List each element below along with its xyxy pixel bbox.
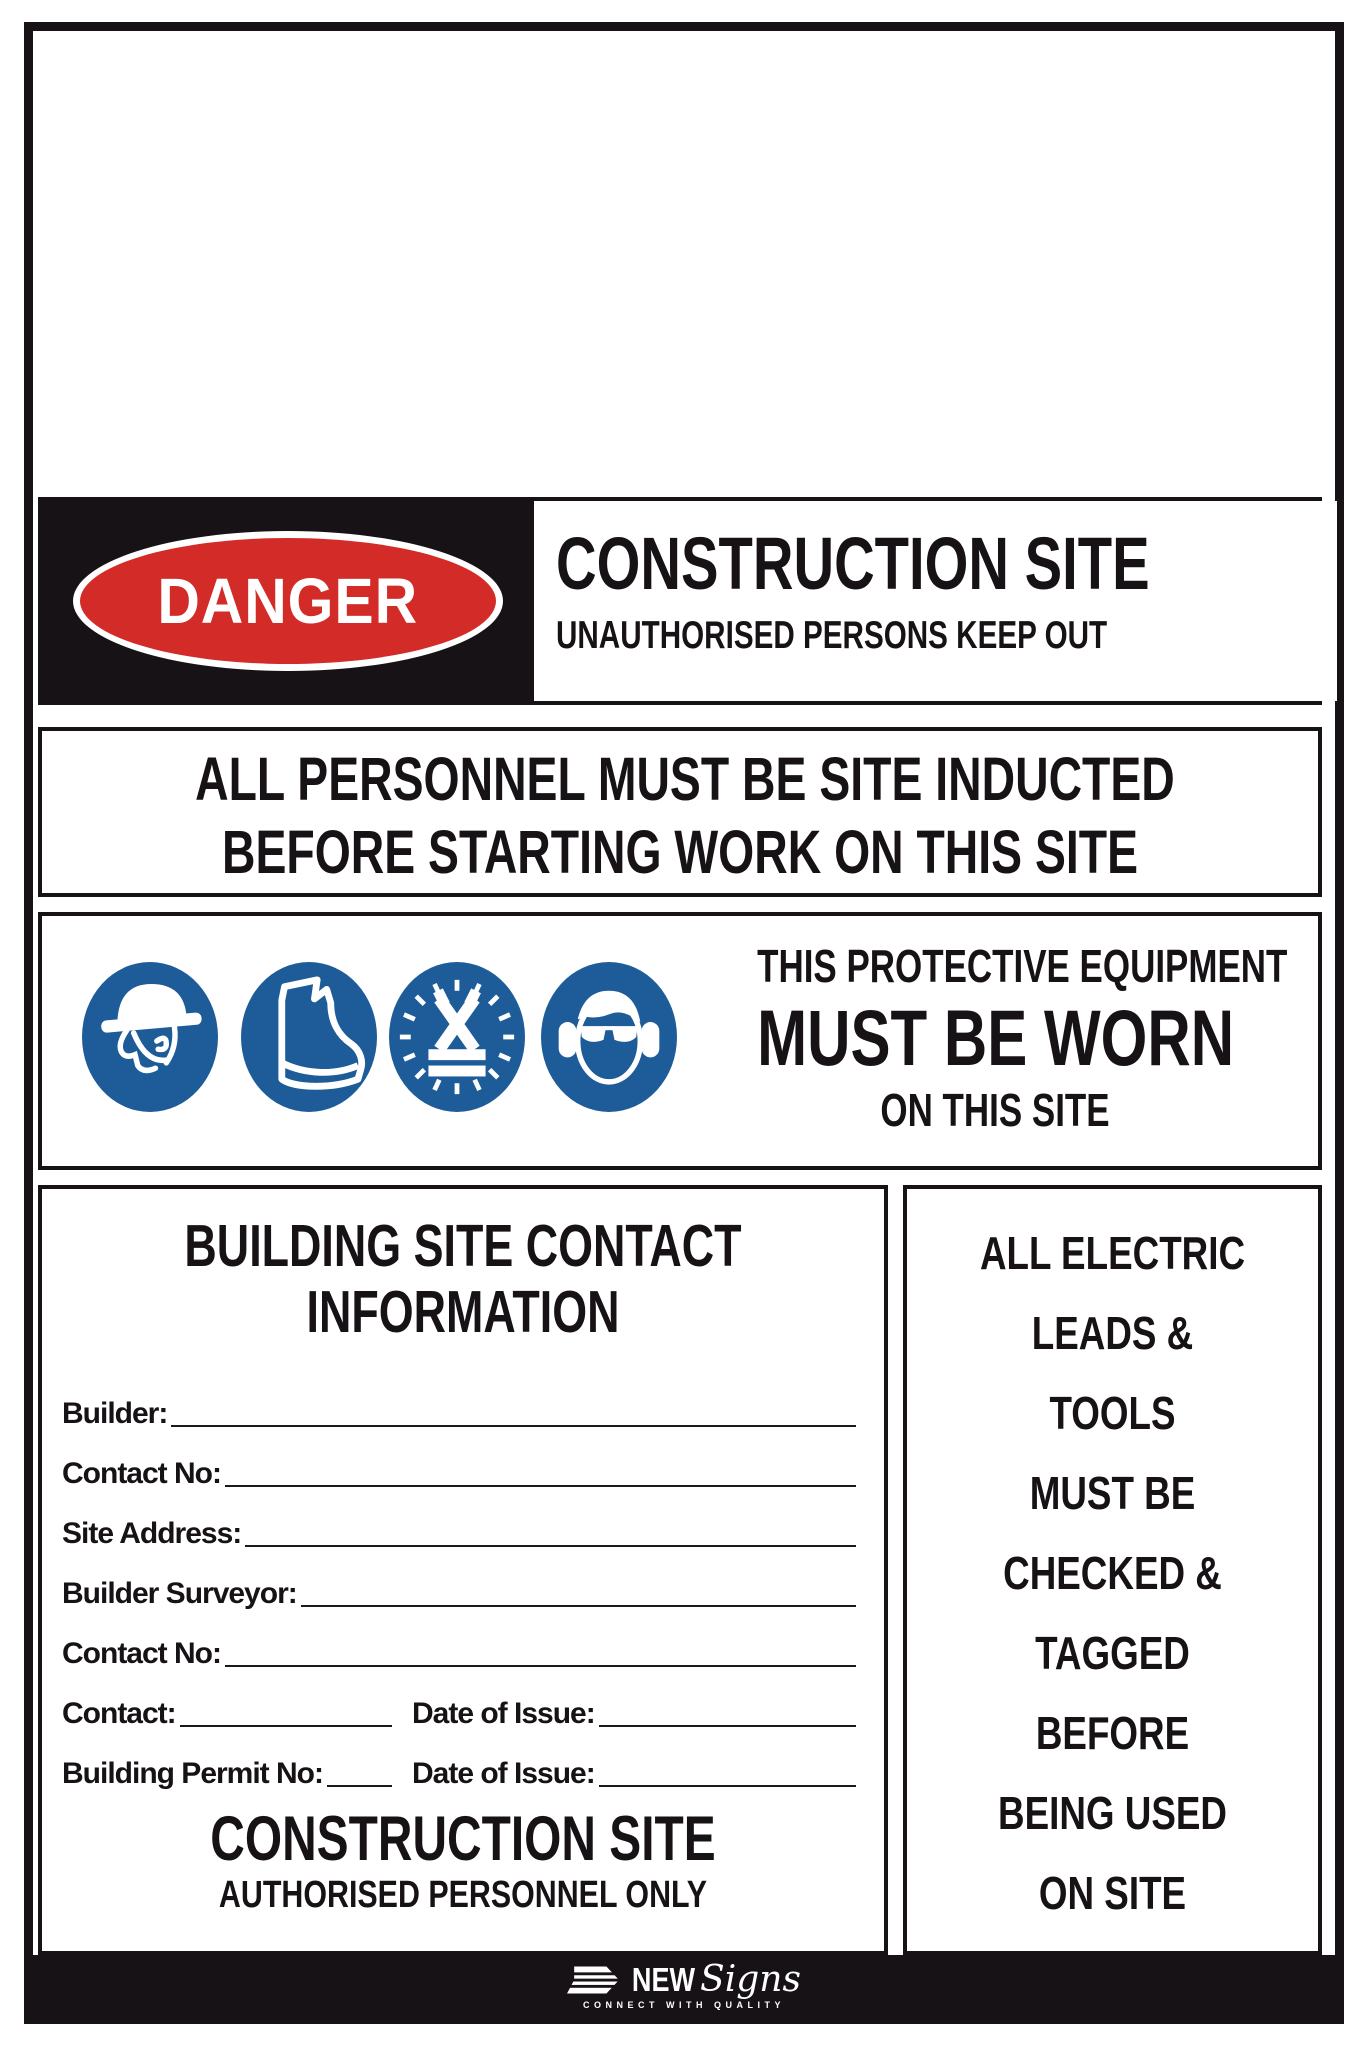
brand-signs-text: Signs <box>700 1958 801 2000</box>
date-of-issue-2-label: Date of Issue: <box>412 1757 595 1790</box>
building-permit-blank-line <box>327 1785 392 1787</box>
builder-surveyor-blank-line <box>301 1605 856 1607</box>
ppe-line-3: ON THIS SITE <box>880 1084 1110 1136</box>
site-address-row <box>62 1491 856 1551</box>
construction-site-title: CONSTRUCTION SITE <box>556 522 1150 605</box>
contact-no-2-blank-line <box>225 1665 856 1667</box>
contact-no-label: Contact No: <box>62 1457 221 1490</box>
contact-no-row <box>62 1431 856 1491</box>
electric-tools-panel <box>903 1185 1322 1955</box>
construction-site-footer: CONSTRUCTION SITE <box>210 1804 716 1874</box>
site-address-blank-line <box>245 1545 856 1547</box>
builder-surveyor-label: Builder Surveyor: <box>62 1577 297 1610</box>
contact-title-line-1: BUILDING SITE CONTACT <box>184 1213 742 1279</box>
builder-blank-line <box>171 1425 856 1427</box>
electric-line-9: ON SITE <box>1038 1867 1187 1919</box>
ppe-line-1: THIS PROTECTIVE EQUIPMENT <box>757 940 1288 992</box>
induction-panel <box>38 727 1322 897</box>
builder-label: Builder: <box>62 1397 168 1430</box>
danger-header-panel <box>38 497 1322 705</box>
contact-date-row <box>62 1671 856 1731</box>
contact-footer <box>42 1805 884 1917</box>
date-of-issue-label: Date of Issue: <box>412 1697 595 1730</box>
induction-line-1: ALL PERSONNEL MUST BE SITE INDUCTED <box>195 745 1175 813</box>
hard-hat-icon <box>82 962 218 1112</box>
contact-info-panel <box>38 1185 888 1955</box>
ear-protection-icon <box>541 962 677 1112</box>
contact-no-blank-line <box>225 1485 856 1487</box>
newsigns-logo <box>567 1958 801 2010</box>
brand-new-text: NEW <box>631 1960 696 1998</box>
electric-line-6: TAGGED <box>1035 1627 1190 1679</box>
induction-line-2: BEFORE STARTING WORK ON THIS SITE <box>221 818 1139 886</box>
building-permit-label: Building Permit No: <box>62 1757 323 1790</box>
electric-line-4: MUST BE <box>1029 1467 1196 1519</box>
contact-title-line-2: INFORMATION <box>306 1279 620 1345</box>
brand-strip <box>33 1955 1335 2015</box>
danger-label: DANGER <box>157 565 419 637</box>
contact-title <box>42 1213 884 1345</box>
electric-line-8: BEING USED <box>997 1787 1227 1839</box>
site-address-label: Site Address: <box>62 1517 242 1550</box>
builder-surveyor-row <box>62 1551 856 1611</box>
ppe-text-block <box>682 938 1308 1138</box>
electric-line-7: BEFORE <box>1035 1707 1190 1759</box>
danger-oval-badge <box>73 531 503 671</box>
contact-form <box>62 1371 856 1791</box>
unauthorised-subtitle: UNAUTHORISED PERSONS KEEP OUT <box>556 614 1108 657</box>
ppe-panel <box>38 912 1322 1170</box>
contact-no-2-label: Contact No: <box>62 1637 221 1670</box>
permit-date-row <box>62 1731 856 1791</box>
ppe-line-2: MUST BE WORN <box>757 993 1235 1082</box>
contact-label: Contact: <box>62 1697 176 1730</box>
danger-title-box <box>534 501 1337 701</box>
contact-no-2-row <box>62 1611 856 1671</box>
electric-line-1: ALL ELECTRIC <box>979 1227 1246 1279</box>
electric-line-2: LEADS & <box>1031 1307 1194 1359</box>
sign-frame <box>24 22 1344 2024</box>
danger-black-box <box>42 501 534 701</box>
contact-blank-line <box>180 1725 392 1727</box>
date-of-issue-2-blank-line <box>599 1785 856 1787</box>
date-of-issue-blank-line <box>599 1725 856 1727</box>
newsigns-stripes-icon <box>567 1965 619 1995</box>
electric-line-3: TOOLS <box>1049 1387 1176 1439</box>
electric-line-5: CHECKED & <box>1003 1547 1222 1599</box>
builder-row <box>62 1371 856 1431</box>
safety-boots-icon <box>241 962 377 1112</box>
authorised-personnel-footer: AUTHORISED PERSONNEL ONLY <box>218 1874 708 1916</box>
hi-vis-vest-icon <box>389 962 525 1112</box>
brand-tagline: CONNECT WITH QUALITY <box>582 1999 785 2010</box>
